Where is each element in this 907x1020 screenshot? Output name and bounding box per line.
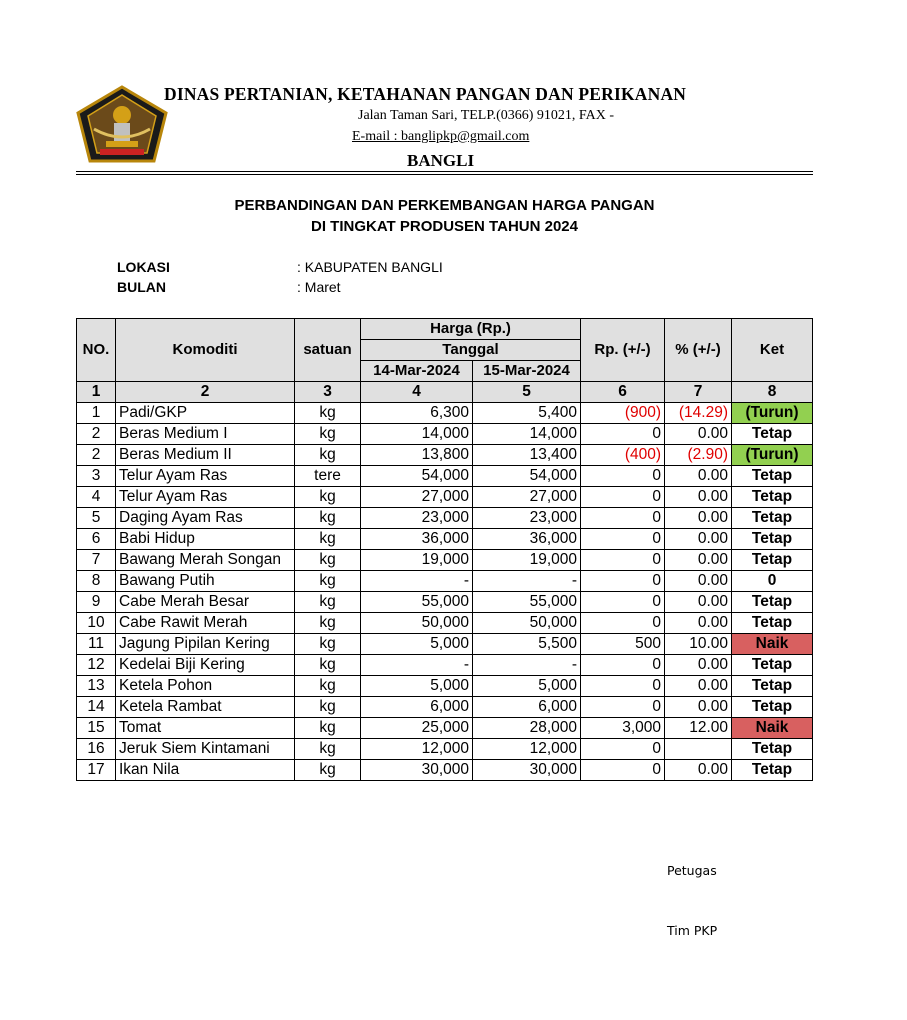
col-number: 5 <box>473 382 581 403</box>
row-rp-change: 0 <box>581 571 665 592</box>
lokasi-label: LOKASI <box>117 259 170 275</box>
row-price-date1: 50,000 <box>361 613 473 634</box>
header-date-1: 14-Mar-2024 <box>361 361 473 382</box>
row-pct-change: 0.00 <box>665 466 732 487</box>
row-pct-change: 0.00 <box>665 613 732 634</box>
row-komoditi: Ikan Nila <box>116 760 295 781</box>
row-price-date1: 5,000 <box>361 676 473 697</box>
row-price-date2: - <box>473 571 581 592</box>
row-price-date2: 27,000 <box>473 487 581 508</box>
row-ket: Tetap <box>732 508 813 529</box>
col-number: 2 <box>116 382 295 403</box>
col-number: 1 <box>77 382 116 403</box>
lokasi-value: : KABUPATEN BANGLI <box>297 259 443 275</box>
row-satuan: kg <box>295 571 361 592</box>
table-row <box>77 424 813 445</box>
row-pct-change: 0.00 <box>665 508 732 529</box>
column-number-row <box>77 382 813 403</box>
row-no: 7 <box>77 550 116 571</box>
row-satuan: kg <box>295 403 361 424</box>
row-pct-change: 0.00 <box>665 487 732 508</box>
row-pct-change: 0.00 <box>665 592 732 613</box>
row-no: 12 <box>77 655 116 676</box>
row-no: 14 <box>77 697 116 718</box>
row-rp-change: 500 <box>581 634 665 655</box>
row-no: 5 <box>77 508 116 529</box>
row-komoditi: Bawang Putih <box>116 571 295 592</box>
row-komoditi: Daging Ayam Ras <box>116 508 295 529</box>
row-ket: Tetap <box>732 697 813 718</box>
row-pct-change: 0.00 <box>665 571 732 592</box>
row-rp-change: 0 <box>581 529 665 550</box>
row-ket: Tetap <box>732 466 813 487</box>
row-komoditi: Cabe Rawit Merah <box>116 613 295 634</box>
row-price-date1: - <box>361 571 473 592</box>
table-row <box>77 445 813 466</box>
table-row <box>77 676 813 697</box>
signature-role: Petugas <box>667 863 717 878</box>
row-price-date1: 14,000 <box>361 424 473 445</box>
row-ket: 0 <box>732 571 813 592</box>
row-price-date2: 54,000 <box>473 466 581 487</box>
row-price-date2: 5,400 <box>473 403 581 424</box>
row-price-date2: 5,000 <box>473 676 581 697</box>
row-rp-change: 0 <box>581 424 665 445</box>
table-row <box>77 718 813 739</box>
header-tanggal: Tanggal <box>361 340 581 361</box>
row-rp-change: 0 <box>581 466 665 487</box>
row-no: 4 <box>77 487 116 508</box>
row-ket: Naik <box>732 718 813 739</box>
row-pct-change: 0.00 <box>665 424 732 445</box>
row-price-date2: 50,000 <box>473 613 581 634</box>
row-price-date2: 23,000 <box>473 508 581 529</box>
row-price-date2: 14,000 <box>473 424 581 445</box>
row-komoditi: Jeruk Siem Kintamani <box>116 739 295 760</box>
row-price-date1: - <box>361 655 473 676</box>
row-rp-change: 0 <box>581 487 665 508</box>
bangli-emblem-logo <box>76 85 168 165</box>
table-row <box>77 739 813 760</box>
row-ket: Tetap <box>732 655 813 676</box>
row-pct-change: (14.29) <box>665 403 732 424</box>
row-rp-change: (900) <box>581 403 665 424</box>
price-table <box>76 318 813 781</box>
row-pct-change <box>665 739 732 760</box>
row-ket: Tetap <box>732 487 813 508</box>
row-price-date1: 36,000 <box>361 529 473 550</box>
row-no: 8 <box>77 571 116 592</box>
row-price-date2: 19,000 <box>473 550 581 571</box>
row-pct-change: 0.00 <box>665 529 732 550</box>
table-row <box>77 592 813 613</box>
table-row <box>77 697 813 718</box>
row-komoditi: Jagung Pipilan Kering <box>116 634 295 655</box>
row-no: 10 <box>77 613 116 634</box>
col-number: 7 <box>665 382 732 403</box>
row-ket: Tetap <box>732 550 813 571</box>
table-row <box>77 508 813 529</box>
row-ket: Tetap <box>732 529 813 550</box>
row-komoditi: Ketela Pohon <box>116 676 295 697</box>
row-satuan: kg <box>295 718 361 739</box>
row-no: 17 <box>77 760 116 781</box>
bulan-value: : Maret <box>297 279 341 295</box>
col-number: 3 <box>295 382 361 403</box>
row-no: 15 <box>77 718 116 739</box>
row-komoditi: Beras Medium I <box>116 424 295 445</box>
row-rp-change: 0 <box>581 697 665 718</box>
org-city: BANGLI <box>407 151 475 170</box>
header-ket: Ket <box>732 319 813 382</box>
row-satuan: kg <box>295 487 361 508</box>
row-pct-change: (2.90) <box>665 445 732 466</box>
report-title-line2: DI TINGKAT PRODUSEN TAHUN 2024 <box>311 218 578 235</box>
report-title-line1: PERBANDINGAN DAN PERKEMBANGAN HARGA PANGAN <box>234 197 655 214</box>
header-rule-top <box>76 171 813 172</box>
row-price-date2: 5,500 <box>473 634 581 655</box>
table-row <box>77 487 813 508</box>
row-satuan: kg <box>295 508 361 529</box>
header-satuan: satuan <box>295 319 361 382</box>
row-komoditi: Telur Ayam Ras <box>116 466 295 487</box>
row-price-date2: 13,400 <box>473 445 581 466</box>
row-pct-change: 0.00 <box>665 676 732 697</box>
row-satuan: kg <box>295 739 361 760</box>
row-ket: Tetap <box>732 760 813 781</box>
row-ket: Tetap <box>732 424 813 445</box>
table-row <box>77 403 813 424</box>
row-komoditi: Padi/GKP <box>116 403 295 424</box>
row-satuan: tere <box>295 466 361 487</box>
header-komoditi: Komoditi <box>116 319 295 382</box>
row-pct-change: 12.00 <box>665 718 732 739</box>
row-satuan: kg <box>295 655 361 676</box>
row-ket: Tetap <box>732 739 813 760</box>
row-satuan: kg <box>295 445 361 466</box>
row-komoditi: Bawang Merah Songan <box>116 550 295 571</box>
header-no: NO. <box>77 319 116 382</box>
row-ket: Naik <box>732 634 813 655</box>
row-komoditi: Beras Medium II <box>116 445 295 466</box>
org-name: DINAS PERTANIAN, KETAHANAN PANGAN DAN PERIKANAN <box>164 84 687 104</box>
row-pct-change: 0.00 <box>665 550 732 571</box>
row-price-date2: - <box>473 655 581 676</box>
row-ket: Tetap <box>732 676 813 697</box>
col-number: 8 <box>732 382 813 403</box>
row-price-date1: 54,000 <box>361 466 473 487</box>
row-satuan: kg <box>295 592 361 613</box>
row-pct-change: 10.00 <box>665 634 732 655</box>
header-harga: Harga (Rp.) <box>361 319 581 340</box>
row-price-date1: 12,000 <box>361 739 473 760</box>
row-satuan: kg <box>295 634 361 655</box>
row-price-date1: 6,300 <box>361 403 473 424</box>
row-ket: (Turun) <box>732 403 813 424</box>
row-price-date2: 12,000 <box>473 739 581 760</box>
org-address: Jalan Taman Sari, TELP.(0366) 91021, FAX - <box>358 108 615 123</box>
row-no: 16 <box>77 739 116 760</box>
row-satuan: kg <box>295 760 361 781</box>
table-row <box>77 655 813 676</box>
row-no: 2 <box>77 424 116 445</box>
row-satuan: kg <box>295 697 361 718</box>
signature-name: Tim PKP <box>667 923 718 938</box>
row-price-date1: 6,000 <box>361 697 473 718</box>
row-price-date1: 5,000 <box>361 634 473 655</box>
header-rp: Rp. (+/-) <box>581 319 665 382</box>
row-no: 3 <box>77 466 116 487</box>
table-row <box>77 760 813 781</box>
row-price-date1: 25,000 <box>361 718 473 739</box>
row-rp-change: 0 <box>581 739 665 760</box>
col-number: 6 <box>581 382 665 403</box>
row-no: 1 <box>77 403 116 424</box>
row-price-date2: 55,000 <box>473 592 581 613</box>
row-rp-change: 0 <box>581 592 665 613</box>
row-rp-change: 0 <box>581 760 665 781</box>
row-price-date1: 27,000 <box>361 487 473 508</box>
row-rp-change: 0 <box>581 655 665 676</box>
row-price-date1: 19,000 <box>361 550 473 571</box>
row-price-date1: 13,800 <box>361 445 473 466</box>
row-price-date2: 6,000 <box>473 697 581 718</box>
row-no: 9 <box>77 592 116 613</box>
row-rp-change: 0 <box>581 613 665 634</box>
table-row <box>77 634 813 655</box>
row-satuan: kg <box>295 613 361 634</box>
row-satuan: kg <box>295 424 361 445</box>
row-rp-change: 3,000 <box>581 718 665 739</box>
row-price-date1: 55,000 <box>361 592 473 613</box>
table-row <box>77 550 813 571</box>
row-rp-change: (400) <box>581 445 665 466</box>
row-pct-change: 0.00 <box>665 655 732 676</box>
row-komoditi: Ketela Rambat <box>116 697 295 718</box>
row-price-date1: 23,000 <box>361 508 473 529</box>
org-email: E-mail : banglipkp@gmail.com <box>352 129 530 144</box>
row-no: 11 <box>77 634 116 655</box>
header-pct: % (+/-) <box>665 319 732 382</box>
row-satuan: kg <box>295 529 361 550</box>
header-rule-bottom <box>76 174 813 175</box>
col-number: 4 <box>361 382 473 403</box>
table-row <box>77 529 813 550</box>
row-ket: (Turun) <box>732 445 813 466</box>
row-komoditi: Kedelai Biji Kering <box>116 655 295 676</box>
table-row <box>77 571 813 592</box>
table-row <box>77 466 813 487</box>
row-price-date2: 28,000 <box>473 718 581 739</box>
row-no: 6 <box>77 529 116 550</box>
row-komoditi: Cabe Merah Besar <box>116 592 295 613</box>
row-satuan: kg <box>295 550 361 571</box>
row-ket: Tetap <box>732 613 813 634</box>
bulan-label: BULAN <box>117 279 166 295</box>
row-no: 2 <box>77 445 116 466</box>
row-komoditi: Tomat <box>116 718 295 739</box>
row-satuan: kg <box>295 676 361 697</box>
row-pct-change: 0.00 <box>665 760 732 781</box>
row-komoditi: Babi Hidup <box>116 529 295 550</box>
row-rp-change: 0 <box>581 676 665 697</box>
row-rp-change: 0 <box>581 508 665 529</box>
row-komoditi: Telur Ayam Ras <box>116 487 295 508</box>
row-price-date1: 30,000 <box>361 760 473 781</box>
row-rp-change: 0 <box>581 550 665 571</box>
row-pct-change: 0.00 <box>665 697 732 718</box>
row-price-date2: 36,000 <box>473 529 581 550</box>
table-row <box>77 613 813 634</box>
header-date-2: 15-Mar-2024 <box>473 361 581 382</box>
row-ket: Tetap <box>732 592 813 613</box>
row-price-date2: 30,000 <box>473 760 581 781</box>
row-no: 13 <box>77 676 116 697</box>
